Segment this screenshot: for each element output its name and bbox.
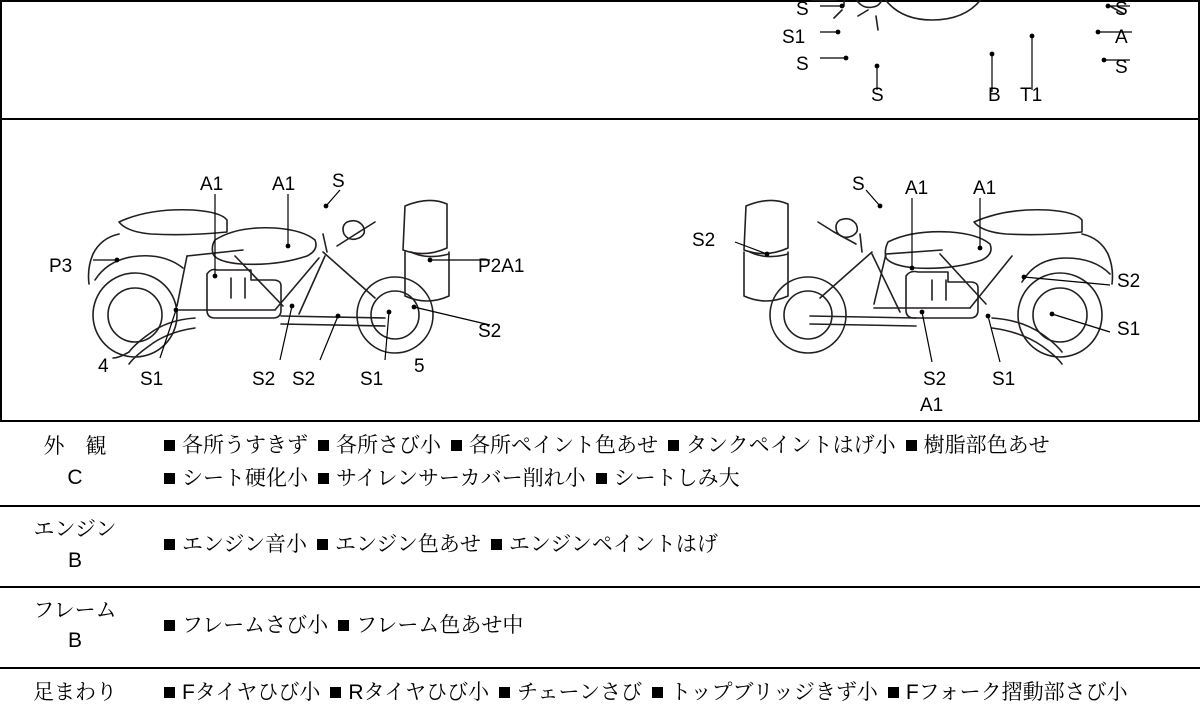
condition-item: サイレンサーカバー削れ小 <box>318 463 586 496</box>
bullet-square-icon <box>164 620 175 631</box>
left-side-callout-4: P3 <box>49 256 73 277</box>
table-row <box>0 668 1200 720</box>
top-view-callout-2: S1 <box>782 27 806 48</box>
condition-item: チェーンさび <box>499 677 642 710</box>
bullet-square-icon <box>491 539 502 550</box>
right-side-callout-8: A1 <box>920 395 944 416</box>
left-side-callout-9: S2 <box>252 369 276 390</box>
bullet-square-icon <box>499 687 510 698</box>
condition-item: シート硬化小 <box>164 463 308 496</box>
top-view-motorcycle-drawing <box>780 0 1200 125</box>
bullet-square-icon <box>164 539 175 550</box>
condition-item: 各所うすきず <box>164 430 308 463</box>
right-side-callout-5: S2 <box>1117 271 1141 292</box>
left-side-callout-1: A1 <box>200 174 224 195</box>
condition-item: エンジン音小 <box>164 529 307 562</box>
left-side-callout-2: A1 <box>272 174 296 195</box>
left-side-callout-11: S1 <box>360 369 384 390</box>
bullet-square-icon <box>596 473 607 484</box>
left-side-callout-3: S <box>332 171 345 192</box>
left-side-callout-7: 4 <box>98 356 109 377</box>
condition-item: シートしみ大 <box>596 463 740 496</box>
top-view-leader-lines <box>760 0 1200 120</box>
top-view-callout-7: S <box>1115 0 1128 20</box>
top-view-callout-3: S <box>796 54 809 75</box>
bullet-square-icon <box>164 687 175 698</box>
right-side-callout-4: S2 <box>692 230 716 251</box>
bullet-square-icon <box>338 620 349 631</box>
bullet-square-icon <box>451 440 462 451</box>
right-side-callout-2: A1 <box>905 178 929 199</box>
top-view-callout-4: S <box>871 85 884 106</box>
category-label: 外 観 <box>43 435 107 459</box>
right-side-motorcycle-drawing <box>730 160 1130 375</box>
condition-item: Fフォーク摺動部さび小 <box>888 677 1128 710</box>
grade-label: B <box>67 629 82 653</box>
category-label: フレーム <box>33 598 117 622</box>
bullet-square-icon <box>318 440 329 451</box>
condition-item: 各所ペイント色あせ <box>451 430 658 463</box>
table-row <box>0 421 1200 506</box>
category-cell <box>0 587 150 668</box>
top-border-line <box>0 0 1200 2</box>
items-cell <box>150 587 1200 668</box>
condition-item: タンクペイントはげ小 <box>668 430 896 463</box>
left-border-line <box>0 0 2 420</box>
category-cell <box>0 421 150 506</box>
condition-item: フレームさび小 <box>164 610 328 643</box>
category-cell <box>0 506 150 587</box>
condition-table <box>0 420 1200 719</box>
category-label: エンジン <box>33 518 117 542</box>
top-view-callout-6: T1 <box>1020 85 1043 106</box>
bullet-square-icon <box>318 473 329 484</box>
condition-item: Fタイヤひび小 <box>164 677 320 710</box>
category-cell <box>0 668 150 720</box>
bullet-square-icon <box>330 687 341 698</box>
left-side-callout-5: P2A1 <box>478 256 525 277</box>
grade-label: B <box>67 548 82 572</box>
table-row <box>0 506 1200 587</box>
right-side-callout-3: A1 <box>973 178 997 199</box>
right-side-callout-1: S <box>852 174 865 195</box>
left-side-callout-12: 5 <box>414 356 425 377</box>
condition-item: Rタイヤひび小 <box>330 677 489 710</box>
bullet-square-icon <box>652 687 663 698</box>
condition-item: エンジンペイントはげ <box>491 529 718 562</box>
top-view-callout-5: B <box>988 85 1001 106</box>
bullet-square-icon <box>888 687 899 698</box>
right-side-callout-7: S2 <box>923 369 947 390</box>
items-cell <box>150 506 1200 587</box>
items-cell <box>150 421 1200 506</box>
items-cell <box>150 668 1200 720</box>
top-view-callout-1: S <box>796 0 809 20</box>
condition-item: 各所さび小 <box>318 430 441 463</box>
bullet-square-icon <box>164 473 175 484</box>
condition-item: フレーム色あせ中 <box>338 610 523 643</box>
top-view-callout-8: A <box>1115 27 1128 48</box>
grade-label: C <box>67 465 83 489</box>
category-label: 足まわり <box>33 680 117 704</box>
top-view-callout-9: S <box>1115 57 1128 78</box>
bullet-square-icon <box>668 440 679 451</box>
right-side-callout-9: S1 <box>992 369 1016 390</box>
bullet-square-icon <box>317 539 328 550</box>
bullet-square-icon <box>906 440 917 451</box>
left-side-callout-8: S1 <box>140 369 164 390</box>
right-side-callout-6: S1 <box>1117 319 1141 340</box>
condition-item: トップブリッジきず小 <box>652 677 878 710</box>
left-side-callout-6: S2 <box>478 321 502 342</box>
table-row <box>0 587 1200 668</box>
left-side-callout-10: S2 <box>292 369 316 390</box>
condition-item: 樹脂部色あせ <box>906 430 1050 463</box>
divider-below-top-view <box>0 118 1200 120</box>
bullet-square-icon <box>164 440 175 451</box>
condition-item: エンジン色あせ <box>317 529 481 562</box>
